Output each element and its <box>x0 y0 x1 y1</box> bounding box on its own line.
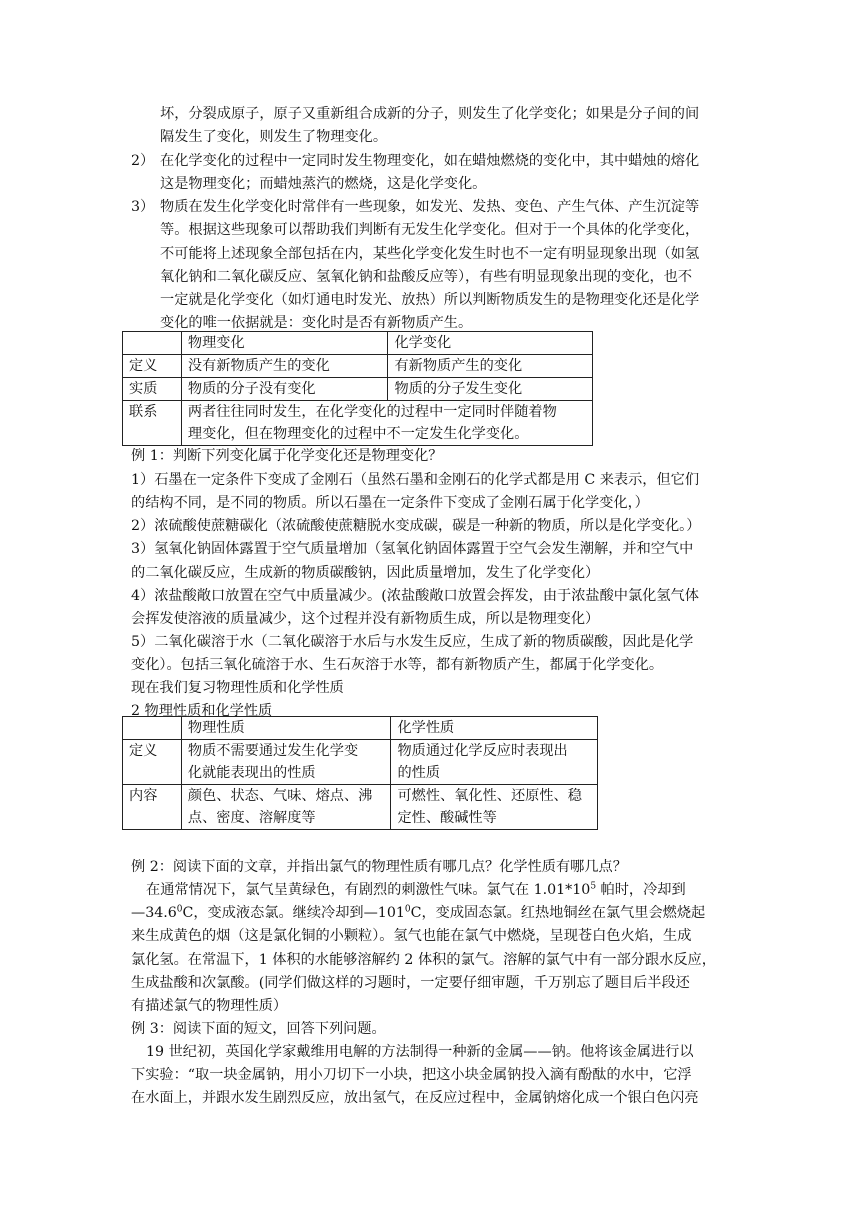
text-line: 在水面上，并跟水发生剧烈反应，放出氢气，在反应过程中，金属钠熔化成一个银白色闪亮 <box>131 1090 699 1106</box>
text-line: 氧化钠和二氧化碳反应、氢氧化钠和盐酸反应等），有些有明显现象出现的变化，也不 <box>160 269 693 285</box>
table-physical-chemical-change <box>122 331 593 446</box>
table-row <box>123 740 598 785</box>
row-label: 联系 <box>123 401 182 446</box>
text-line: 物质在发生化学变化时常伴有一些现象，如发光、发热、变色、产生气体、产生沉淀等 <box>160 199 700 215</box>
example-title: 例 1：判断下列变化属于化学变化还是物理变化？ <box>131 448 443 464</box>
cell-line: 点、密度、溶解度等 <box>187 810 316 826</box>
table-cell <box>391 740 598 785</box>
table-cell: 物质的分子没有变化 <box>181 378 388 401</box>
cell-line: 可燃性、氧化性、还原性、稳 <box>397 788 582 804</box>
cell-line: 理变化，但在物理变化的过程中不一定发生化学变化。 <box>187 426 529 442</box>
text-line: 现在我们复习物理性质和化学性质 <box>131 680 344 696</box>
table-cell: 有新物质产生的变化 <box>388 355 593 378</box>
row-label: 定义 <box>123 355 182 378</box>
text-line: 2）浓硫酸使蔗糖碳化（浓硫酸使蔗糖脱水变成碳，碳是一种新的物质，所以是化学变化。） <box>131 518 701 534</box>
table-cell <box>123 717 182 740</box>
text-fragment: —34.6 <box>131 905 177 921</box>
superscript: 5 <box>590 881 597 892</box>
row-label: 内容 <box>123 785 182 830</box>
text-fragment: C，变成液态氯。继续冷却到—101 <box>182 905 405 921</box>
text-line: 3）氢氧化钠固体露置于空气质量增加（氢氧化钠固体露置于空气会发生潮解，并和空气中 <box>131 541 694 557</box>
text-line: 一定就是化学变化（如灯通电时发光、放热）所以判断物质发生的是物理变化还是化学 <box>160 292 700 308</box>
table-row <box>123 785 598 830</box>
text-line: 的结构不同，是不同的物质。所以石墨在一定条件下变成了金刚石属于化学变化，） <box>131 495 649 511</box>
text-line <box>146 880 686 900</box>
table-row <box>123 401 593 446</box>
text-line: 的二氧化碳反应，生成新的物质碳酸钠，因此质量增加，发生了化学变化） <box>131 565 600 581</box>
list-number: 3） <box>131 199 155 215</box>
text-line: 有描述氯气的物理性质） <box>131 998 288 1014</box>
text-fragment: C，变成固态氯。红热地铜丝在氯气里会燃烧起 <box>410 905 706 921</box>
table-row <box>123 717 598 740</box>
text-line: 会挥发使溶液的质量减少，这个过程并没有新物质生成，所以是物理变化） <box>131 611 600 627</box>
text-line: 不可能将上述现象全部包括在内，某些化学变化发生时也不一定有明显现象出现（如氢 <box>160 246 700 262</box>
text-line: 来生成黄色的烟（这是氯化铜的小颗粒）。氢气也能在氯气中燃烧，呈现苍白色火焰，生成 <box>131 928 692 944</box>
text-line <box>131 903 705 923</box>
table-cell <box>181 401 592 446</box>
table-cell: 物质的分子发生变化 <box>388 378 593 401</box>
text-line: 4）浓盐酸敞口放置在空气中质量减少。(浓盐酸敞口放置会挥发，由于浓盐酸中氯化氢气体 <box>131 588 699 604</box>
row-label: 定义 <box>123 740 182 785</box>
text-fragment: 在通常情况下，氯气呈黄绿色，有剧烈的刺激性气味。氯气在 1.01*10 <box>146 882 591 898</box>
table-row <box>123 355 593 378</box>
cell-line: 定性、酸碱性等 <box>397 810 497 826</box>
example-title: 例 2：阅读下面的文章，并指出氯气的物理性质有哪几点？化学性质有哪几点？ <box>131 859 627 875</box>
section-heading: 2 物理性质和化学性质 <box>131 703 273 719</box>
text-line: 1）石墨在一定条件下变成了金刚石（虽然石墨和金刚石的化学式都是用 C 来表示，但它们 <box>131 472 700 488</box>
text-line: 变化的唯一依据就是：变化时是否有新物质产生。 <box>160 315 473 331</box>
text-line: 19 世纪初，英国化学家戴维用电解的方法制得一种新的金属——钠。他将该金属进行以 <box>146 1044 694 1060</box>
table-header: 物理变化 <box>181 332 388 355</box>
text-line: 等。根据这些现象可以帮助我们判断有无发生化学变化。但对于一个具体的化学变化， <box>160 222 700 238</box>
table-cell <box>181 740 391 785</box>
text-line: 变化）。包括三氧化硫溶于水、生石灰溶于水等，都有新物质产生，都属于化学变化。 <box>131 657 664 673</box>
table-row <box>123 378 593 401</box>
table-cell <box>123 332 182 355</box>
table-physical-chemical-properties <box>122 716 598 830</box>
cell-line: 物质不需要通过发生化学变 <box>187 743 359 759</box>
superscript: 0 <box>404 904 411 915</box>
superscript: 0 <box>176 904 183 915</box>
text-line: 氯化氢。在常温下，1 体积的水能够溶解约 2 体积的氯气。溶解的氯气中有一部分跟水反应， <box>131 952 716 968</box>
cell-line: 两者往往同时发生，在化学变化的过程中一定同时伴随着物 <box>187 404 557 420</box>
text-line: 在化学变化的过程中一定同时发生物理变化，如在蜡烛燃烧的变化中，其中蜡烛的熔化 <box>160 153 700 169</box>
text-line: 生成盐酸和次氯酸。(同学们做这样的习题时，一定要仔细审题，千万别忘了题目后半段还 <box>131 975 690 991</box>
table-cell <box>181 785 391 830</box>
text-line: 这是物理变化；而蜡烛蒸汽的燃烧，这是化学变化。 <box>160 176 487 192</box>
table-header: 化学变化 <box>388 332 593 355</box>
text-fragment: 帕时，冷却到 <box>596 882 686 898</box>
text-line: 隔发生了变化，则发生了物理变化。 <box>160 129 388 145</box>
cell-line: 颜色、状态、气味、熔点、沸 <box>187 788 373 804</box>
table-cell <box>391 785 598 830</box>
cell-line: 化就能表现出的性质 <box>187 765 316 781</box>
list-number: 2） <box>131 153 155 169</box>
text-line: 5）二氧化碳溶于水（二氧化碳溶于水后与水发生反应，生成了新的物质碳酸，因此是化学 <box>131 634 694 650</box>
row-label: 实质 <box>123 378 182 401</box>
example-title: 例 3：阅读下面的短文，回答下列问题。 <box>131 1021 386 1037</box>
table-row <box>123 332 593 355</box>
text-line: 坏，分裂成原子，原子又重新组合成新的分子，则发生了化学变化；如果是分子间的间 <box>160 106 700 122</box>
cell-line: 物质通过化学反应时表现出 <box>397 743 568 759</box>
table-header: 物理性质 <box>181 717 391 740</box>
cell-line: 的性质 <box>397 765 441 781</box>
table-cell: 没有新物质产生的变化 <box>181 355 388 378</box>
text-line: 下实验：“取一块金属钠，用小刀切下一小块，把这小块金属钠投入滴有酚酞的水中，它浮 <box>131 1067 692 1083</box>
table-header: 化学性质 <box>391 717 598 740</box>
